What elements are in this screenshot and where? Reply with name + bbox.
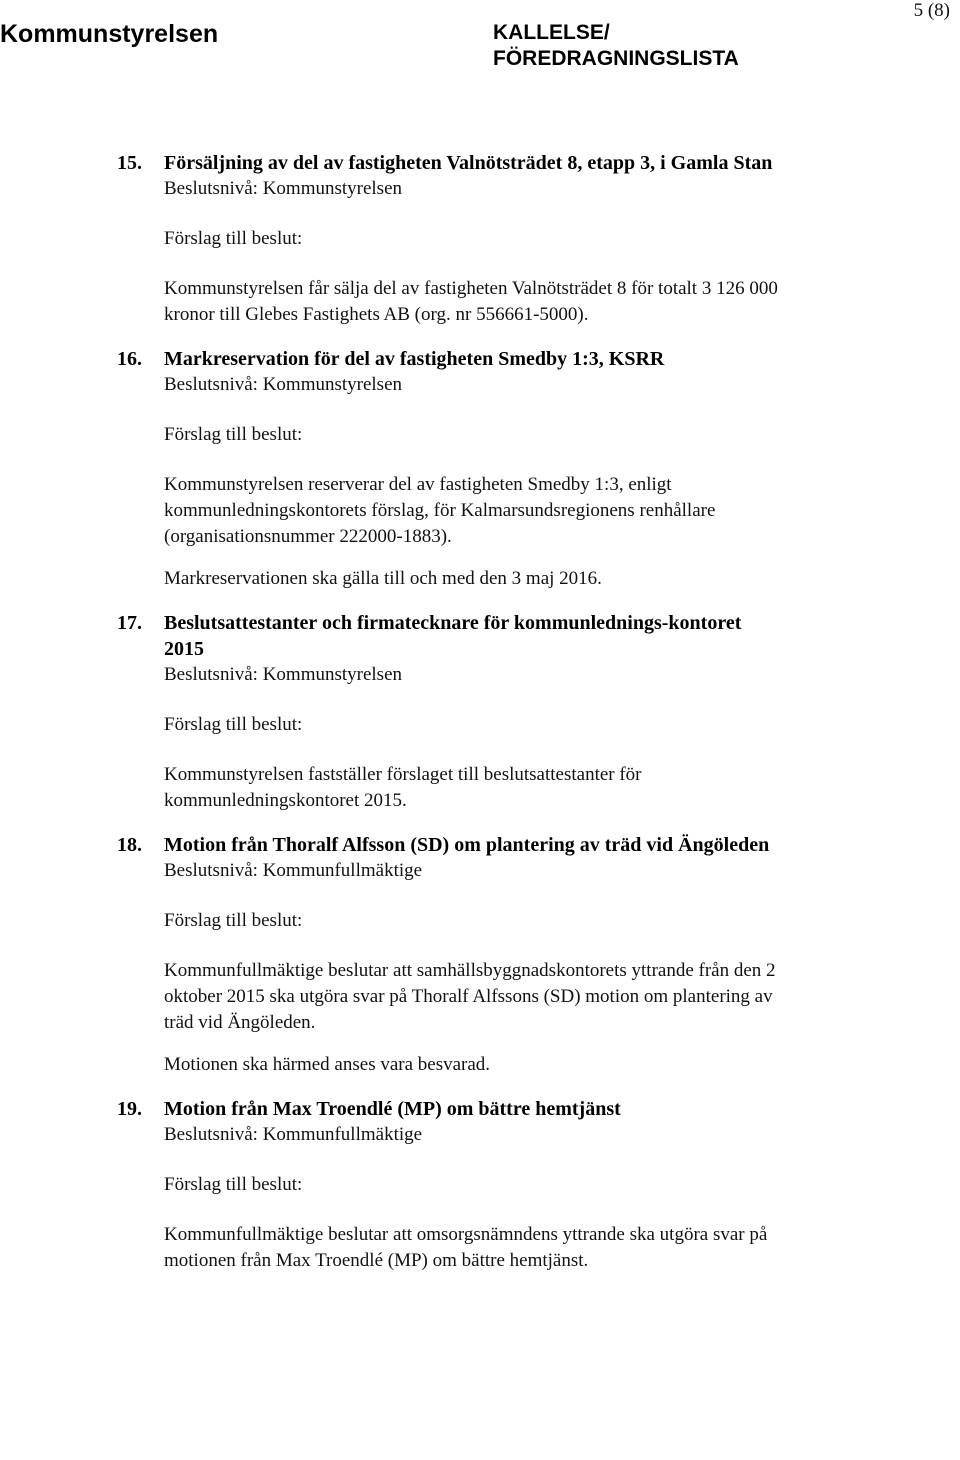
item-number: 17.: [117, 612, 142, 634]
agenda-item-19: [0, 1096, 960, 1274]
page-number: 5 (8): [913, 0, 950, 21]
agenda-item-17: [0, 610, 960, 814]
agenda-list: [0, 150, 960, 1292]
header-document-type: [493, 20, 739, 72]
item-title: Markreservation för del av fastigheten Smedby 1:3, KSRR: [164, 348, 665, 370]
agenda-item-18: [0, 832, 960, 1078]
agenda-item-16: [0, 346, 960, 592]
header-doc-line2: FÖREDRAGNINGSLISTA: [493, 47, 739, 70]
decision-level: Beslutsnivå: Kommunstyrelsen: [164, 664, 403, 685]
agenda-item-15: [0, 150, 960, 328]
proposal-text: Kommunfullmäktige beslutar att samhällsbyggnadskontorets yttrande från den 2 oktober 2015 ska utgöra svar på Thoralf Alfssons (SD) motion om plantering av träd vid Ängöleden.: [164, 960, 776, 1033]
item-number: 19.: [117, 1098, 142, 1120]
decision-level: Beslutsnivå: Kommunstyrelsen: [164, 374, 403, 395]
item-title: Beslutsattestanter och firmatecknare för kommunlednings-kontoret 2015: [164, 612, 742, 660]
proposal-note: Markreservationen ska gälla till och med den 3 maj 2016.: [164, 568, 602, 589]
decision-level: Beslutsnivå: Kommunfullmäktige: [164, 860, 423, 881]
proposal-note: Motionen ska härmed anses vara besvarad.: [164, 1054, 491, 1075]
proposal-label: Förslag till beslut:: [164, 714, 303, 735]
item-title: Motion från Max Troendlé (MP) om bättre hemtjänst: [164, 1098, 621, 1120]
proposal-label: Förslag till beslut:: [164, 1174, 303, 1195]
proposal-label: Förslag till beslut:: [164, 228, 303, 249]
item-number: 15.: [117, 152, 142, 174]
header-organization: Kommunstyrelsen: [0, 20, 219, 48]
item-number: 16.: [117, 348, 142, 370]
proposal-text: Kommunstyrelsen får sälja del av fastigheten Valnötsträdet 8 för totalt 3 126 000 kronor till Glebes Fastighets AB (org. nr 556661-5000).: [164, 278, 778, 325]
proposal-text: Kommunfullmäktige beslutar att omsorgsnämndens yttrande ska utgöra svar på motionen från Max Troendlé (MP) om bättre hemtjänst.: [164, 1224, 768, 1271]
header-doc-line1: KALLELSE/: [493, 21, 610, 44]
decision-level: Beslutsnivå: Kommunstyrelsen: [164, 178, 403, 199]
proposal-label: Förslag till beslut:: [164, 424, 303, 445]
item-title: Motion från Thoralf Alfsson (SD) om plantering av träd vid Ängöleden: [164, 834, 770, 856]
proposal-label: Förslag till beslut:: [164, 910, 303, 931]
proposal-text: Kommunstyrelsen fastställer förslaget till beslutsattestanter för kommunledningskontoret 2015.: [164, 764, 642, 811]
proposal-text: Kommunstyrelsen reserverar del av fastigheten Smedby 1:3, enligt kommunledningskontorets förslag, för Kalmarsundsregionens renhållare (organisationsnummer 222000-1883).: [164, 474, 716, 547]
item-title: Försäljning av del av fastigheten Valnötsträdet 8, etapp 3, i Gamla Stan: [164, 152, 773, 174]
item-number: 18.: [117, 834, 142, 856]
decision-level: Beslutsnivå: Kommunfullmäktige: [164, 1124, 423, 1145]
